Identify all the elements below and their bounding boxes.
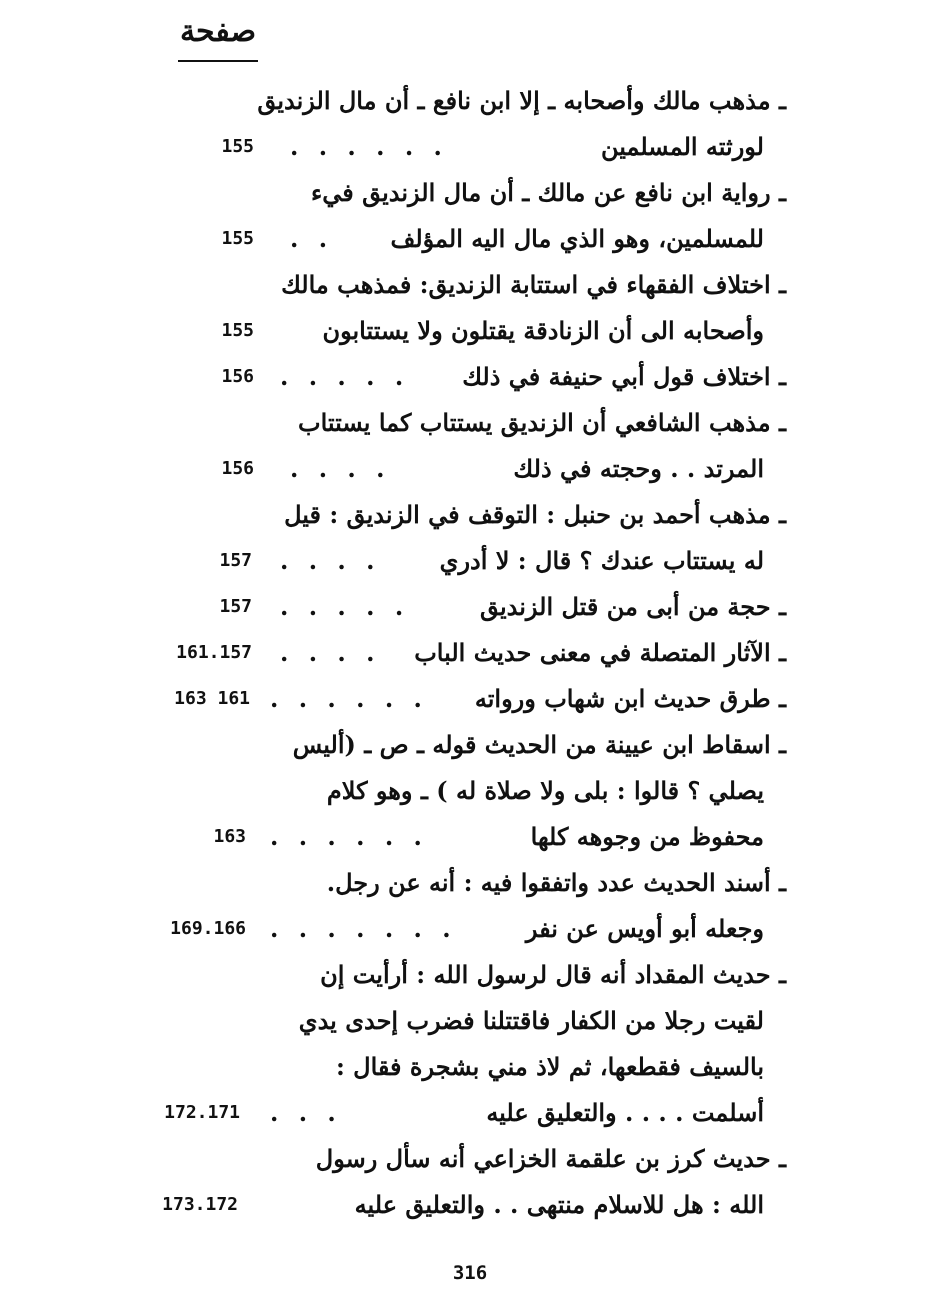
toc-entry <box>0 1090 936 1136</box>
header-underline <box>178 60 258 62</box>
toc-entry-text: لورثته المسلمين <box>600 132 764 161</box>
toc-entry-text: أسلمت . . . . والتعليق عليه <box>486 1098 764 1127</box>
toc-entry <box>0 354 936 400</box>
toc-entry <box>0 998 936 1044</box>
toc-entry-text: ـ حجة من أبى من قتل الزنديق <box>479 592 786 621</box>
toc-leader-dots: . . . <box>270 1098 342 1127</box>
toc-entry-text: ـ الآثار المتصلة في معنى حديث الباب <box>414 638 786 667</box>
toc-leader-dots: . . . . . . <box>270 822 428 851</box>
toc-entry-text: الله : هل للاسلام منتهى . . والتعليق عليه <box>354 1190 764 1219</box>
toc-entry-text: محفوظ من وجوهه كلها <box>530 822 764 851</box>
toc-page-number: 157 <box>219 596 252 617</box>
toc-entry-text: وجعله أبو أويس عن نفر <box>525 914 764 943</box>
toc-entry-text: ـ رواية ابن نافع عن مالك ـ أن مال الزنديق فيء <box>310 178 786 207</box>
toc-page-number: 156 <box>221 366 254 387</box>
toc-entry-text: ـ حديث المقداد أنه قال لرسول الله : أرأيت إن <box>320 960 786 989</box>
toc-entry-text: ـ مذهب أحمد بن حنبل : التوقف في الزنديق : قيل <box>284 500 786 529</box>
toc-entry <box>0 814 936 860</box>
toc-entry-text: لقيت رجلا من الكفار فاقتتلنا فضرب إحدى يدي <box>298 1006 764 1035</box>
toc-leader-dots: . . . . . <box>280 592 410 621</box>
toc-entry <box>0 1136 936 1182</box>
toc-entry-text: ـ مذهب مالك وأصحابه ـ إلا ابن نافع ـ أن مال الزنديق <box>257 86 786 115</box>
toc-leader-dots: . . . . <box>280 546 381 575</box>
toc-page-number: 156 <box>221 458 254 479</box>
toc-entry <box>0 216 936 262</box>
toc-leader-dots: . . . . . . <box>290 132 448 161</box>
toc-entry <box>0 400 936 446</box>
toc-entry <box>0 952 936 998</box>
toc-entry <box>0 906 936 952</box>
toc-entry <box>0 262 936 308</box>
toc-entry <box>0 1182 936 1228</box>
toc-entry <box>0 584 936 630</box>
toc-page-number: 169.166 <box>170 918 246 939</box>
toc-entry <box>0 124 936 170</box>
toc-page-number: 163 161 <box>174 688 250 709</box>
toc-leader-dots: . . . . . . <box>270 684 428 713</box>
toc-entry-text: ـ اختلاف قول أبي حنيفة في ذلك <box>462 362 786 391</box>
toc-entry <box>0 1044 936 1090</box>
toc-entry <box>0 722 936 768</box>
toc-entry-text: ـ حديث كرز بن علقمة الخزاعي أنه سأل رسول <box>315 1144 786 1173</box>
toc-entry <box>0 492 936 538</box>
toc-entry-text: وأصحابه الى أن الزنادقة يقتلون ولا يستتابون <box>322 316 764 345</box>
toc-entry-text: ـ اختلاف الفقهاء في استتابة الزنديق: فمذهب مالك <box>281 270 786 299</box>
toc-page-number: 173.172 <box>162 1194 238 1215</box>
toc-entry <box>0 446 936 492</box>
toc-page-number: 163 <box>213 826 246 847</box>
toc-leader-dots: . . . . . . . <box>270 914 457 943</box>
toc-leader-dots: . . . . <box>280 638 381 667</box>
toc-leader-dots: . . <box>290 224 334 253</box>
toc-page-number: 172.171 <box>164 1102 240 1123</box>
toc-page-number: 155 <box>221 136 254 157</box>
toc-entry-text: ـ مذهب الشافعي أن الزنديق يستتاب كما يستتاب <box>297 408 786 437</box>
toc-entry <box>0 860 936 906</box>
toc-entry-text: ـ طرق حديث ابن شهاب ورواته <box>474 684 786 713</box>
toc-page-number: 157 <box>219 550 252 571</box>
toc-page-number: 161.157 <box>176 642 252 663</box>
toc-entry <box>0 630 936 676</box>
toc-entry-text: ـ أسند الحديث عدد واتفقوا فيه : أنه عن رجل. <box>326 868 786 897</box>
toc-entry <box>0 538 936 584</box>
toc-entry-text: يصلي ؟ قالوا : بلى ولا صلاة له ) ـ وهو كلام <box>326 776 764 805</box>
page-number: 316 <box>452 1262 488 1284</box>
toc-leader-dots: . . . . <box>290 454 391 483</box>
toc-entry <box>0 676 936 722</box>
toc-entry-text: بالسيف فقطعها، ثم لاذ مني بشجرة فقال : <box>335 1052 764 1081</box>
toc-entry-text: له يستتاب عندك ؟ قال : لا أدري <box>439 546 764 575</box>
toc-page-number: 155 <box>221 228 254 249</box>
toc-leader-dots: . . . . . <box>280 362 410 391</box>
toc-entry-text: المرتد . . وحجته في ذلك <box>513 454 764 483</box>
toc-entry <box>0 78 936 124</box>
toc-entry-text: للمسلمين، وهو الذي مال اليه المؤلف <box>390 224 764 253</box>
toc-entry-text: ـ اسقاط ابن عيينة من الحديث قوله ـ ص ـ (أليس <box>292 730 786 759</box>
toc-entry <box>0 768 936 814</box>
toc-entry <box>0 308 936 354</box>
page-column-header: صفحة <box>179 14 257 49</box>
toc-entry <box>0 170 936 216</box>
toc-page-number: 155 <box>221 320 254 341</box>
